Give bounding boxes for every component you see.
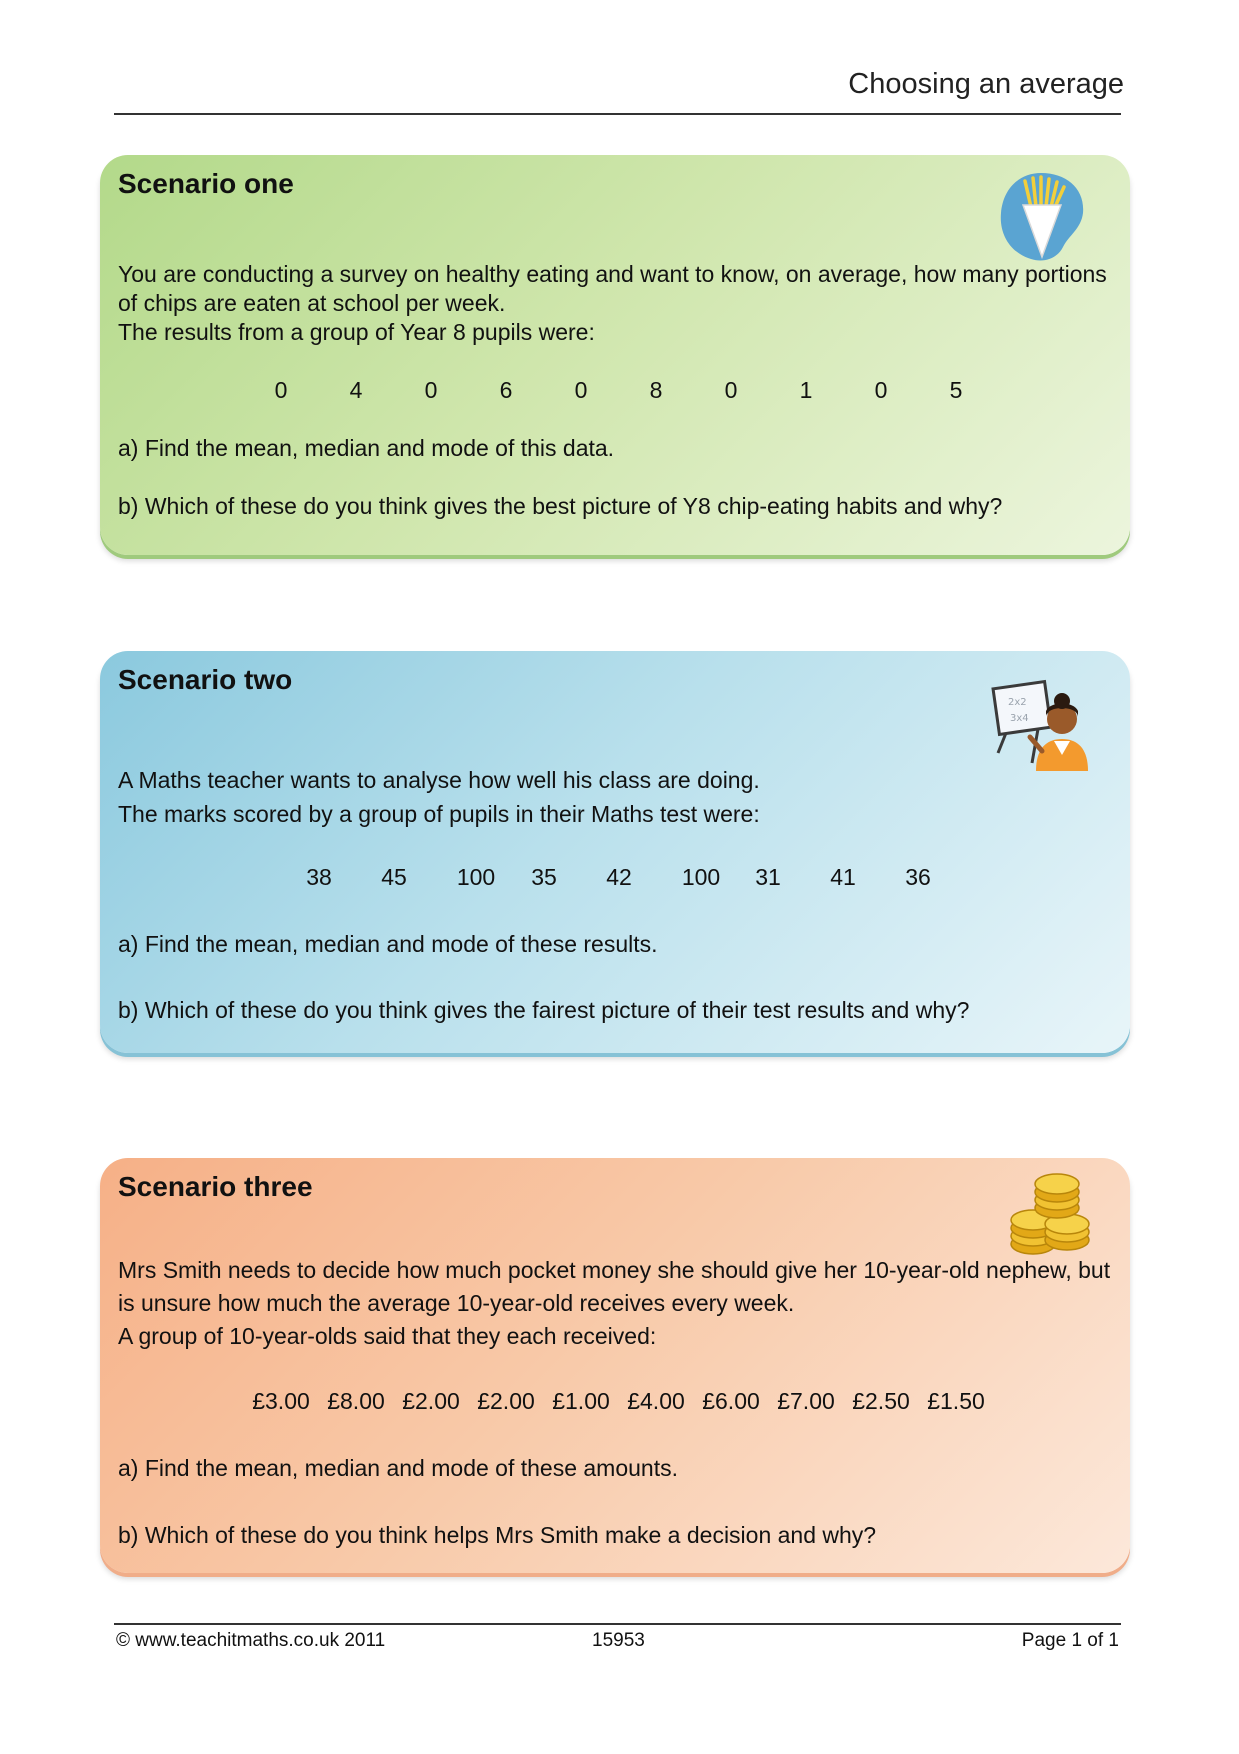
scenario-intro xyxy=(118,1254,1111,1353)
data-value: 0 xyxy=(724,377,738,403)
question-b: b) Which of these do you think helps Mrs Smith make a decision and why? xyxy=(118,1522,877,1548)
intro-line: A group of 10-year-olds said that they each received: xyxy=(118,1323,657,1349)
data-value: 4 xyxy=(349,377,363,403)
data-value: £8.00 xyxy=(327,1388,385,1414)
footer-rule xyxy=(114,1623,1121,1625)
intro-line: The results from a group of Year 8 pupils were: xyxy=(118,319,595,345)
data-value: 0 xyxy=(874,377,888,403)
question-a: a) Find the mean, median and mode of these results. xyxy=(118,931,658,957)
data-value: £2.50 xyxy=(852,1388,910,1414)
data-value: 6 xyxy=(499,377,513,403)
data-value: 1 xyxy=(799,377,813,403)
data-value: £1.00 xyxy=(552,1388,610,1414)
footer-code: 15953 xyxy=(592,1630,645,1651)
data-value: 100 xyxy=(456,864,496,890)
chips-icon xyxy=(993,167,1093,272)
data-value: 38 xyxy=(306,864,332,890)
teacher-icon xyxy=(982,671,1092,776)
question-b: b) Which of these do you think gives the fairest picture of their test results and why? xyxy=(118,997,970,1023)
data-value: £4.00 xyxy=(627,1388,685,1414)
intro-line: is unsure how much the average 10-year-old receives every week. xyxy=(118,1290,795,1316)
data-value: £2.00 xyxy=(402,1388,460,1414)
svg-text:2x2: 2x2 xyxy=(1008,697,1027,708)
question-a: a) Find the mean, median and mode of this data. xyxy=(118,435,615,461)
data-value: £1.50 xyxy=(927,1388,985,1414)
data-value: 0 xyxy=(574,377,588,403)
page-header-title: Choosing an average xyxy=(848,68,1124,100)
scenario-title: Scenario two xyxy=(118,664,293,695)
data-value: 41 xyxy=(830,864,856,890)
scenario-intro xyxy=(118,260,1107,347)
data-value: 36 xyxy=(905,864,931,890)
data-value: 31 xyxy=(755,864,781,890)
svg-text:3x4: 3x4 xyxy=(1010,713,1029,724)
footer-page-number: Page 1 of 1 xyxy=(1021,1630,1119,1651)
intro-line: You are conducting a survey on healthy eating and want to know, on average, how many portions xyxy=(118,261,1107,287)
intro-line: of chips are eaten at school per week. xyxy=(118,290,506,316)
data-value: 5 xyxy=(949,377,963,403)
intro-line: Mrs Smith needs to decide how much pocket money she should give her 10-year-old nephew, but xyxy=(118,1257,1111,1283)
scenario-intro xyxy=(118,763,1102,831)
data-value: £3.00 xyxy=(252,1388,310,1414)
data-value: 45 xyxy=(381,864,407,890)
intro-line: A Maths teacher wants to analyse how well his class are doing. xyxy=(118,767,760,793)
scenario-title: Scenario one xyxy=(118,168,294,199)
question-a: a) Find the mean, median and mode of these amounts. xyxy=(118,1455,678,1481)
data-value: 35 xyxy=(531,864,557,890)
header-rule xyxy=(114,113,1121,115)
data-value: 0 xyxy=(424,377,438,403)
data-value: 100 xyxy=(681,864,721,890)
data-value: 0 xyxy=(274,377,288,403)
scenario-two-card xyxy=(100,651,1130,1053)
scenario-title: Scenario three xyxy=(118,1171,313,1202)
intro-line: The marks scored by a group of pupils in their Maths test were: xyxy=(118,801,760,827)
scenario-one-card xyxy=(100,155,1130,555)
data-value: £6.00 xyxy=(702,1388,760,1414)
scenario-three-card xyxy=(100,1158,1130,1573)
question-b: b) Which of these do you think gives the best picture of Y8 chip-eating habits and why? xyxy=(118,493,1003,519)
data-value: £2.00 xyxy=(477,1388,535,1414)
data-value: £7.00 xyxy=(777,1388,835,1414)
coins-icon xyxy=(1005,1166,1095,1263)
footer-copyright: © www.teachitmaths.co.uk 2011 xyxy=(116,1630,386,1651)
data-value: 42 xyxy=(606,864,632,890)
data-value: 8 xyxy=(649,377,663,403)
